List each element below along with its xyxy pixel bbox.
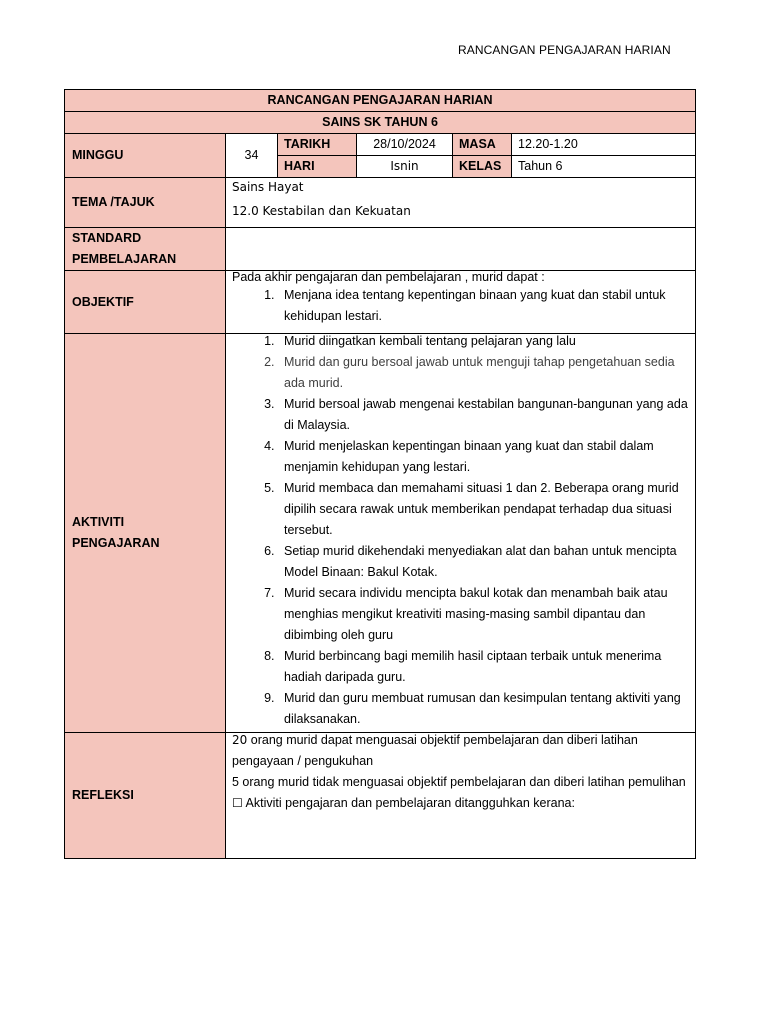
tema-row [65, 178, 696, 228]
list-item: 7. Murid secara individu mencipta bakul kotak dan menambah baik atau menghias mengikut kreativiti masing-masing sambil dipantau dan dibimbing oleh guru [278, 583, 689, 646]
standard-value [226, 228, 696, 271]
objektif-label: OBJEKTIF [65, 271, 226, 334]
kelas-value: Tahun 6 [512, 156, 696, 178]
list-item: 2. Murid dan guru bersoal jawab untuk menguji tahap pengetahuan sedia ada murid. [278, 352, 689, 394]
masa-label: MASA [453, 134, 512, 156]
aktiviti-list [232, 331, 689, 730]
refleksi-line-1 [232, 730, 689, 772]
tema-value [226, 178, 696, 228]
lesson-plan-table [64, 89, 696, 859]
page-header-title: RANCANGAN PENGAJARAN HARIAN [458, 43, 671, 57]
list-item: 5. Murid membaca dan memahami situasi 1 dan 2. Beberapa orang murid dipilih secara rawak untuk memberikan pendapat terhadap dua situasi tersebut. [278, 478, 689, 541]
hari-value: Isnin [357, 156, 453, 178]
aktiviti-label-line-1: AKTIVITI [72, 515, 125, 529]
list-item: 9. Murid dan guru membuat rumusan dan kesimpulan tentang aktiviti yang dilaksanakan. [278, 688, 689, 730]
standard-label-line-2: PEMBELAJARAN [72, 252, 177, 266]
refleksi-count: 20 [232, 733, 248, 747]
standard-label [65, 228, 226, 271]
list-item: 3. Murid bersoal jawab mengenai kestabilan bangunan-bangunan yang ada di Malaysia. [278, 394, 689, 436]
list-item: 1. Menjana idea tentang kepentingan binaan yang kuat dan stabil untuk kehidupan lestari. [278, 285, 689, 327]
table-subtitle: SAINS SK TAHUN 6 [65, 112, 696, 134]
table-title-row [65, 90, 696, 112]
refleksi-row [65, 733, 696, 859]
objektif-list [232, 285, 689, 327]
refleksi-line-3-text: Aktiviti pengajaran dan pembelajaran ditangguhkan kerana: [242, 796, 575, 810]
tema-line-2: 12.0 Kestabilan dan Kekuatan [232, 204, 411, 218]
refleksi-content [226, 733, 696, 859]
standard-row [65, 228, 696, 271]
minggu-row [65, 134, 696, 156]
aktiviti-row [65, 334, 696, 733]
refleksi-line-2: 5 orang murid tidak menguasai objektif pembelajaran dan diberi latihan pemulihan [232, 775, 686, 789]
standard-label-line-1: STANDARD [72, 231, 142, 245]
aktiviti-label [65, 334, 226, 733]
list-item: 8. Murid berbincang bagi memilih hasil ciptaan terbaik untuk menerima hadiah daripada guru. [278, 646, 689, 688]
tarikh-value: 28/10/2024 [357, 134, 453, 156]
minggu-label: MINGGU [65, 134, 226, 178]
refleksi-label: REFLEKSI [65, 733, 226, 859]
table-subtitle-row [65, 112, 696, 134]
objektif-row [65, 271, 696, 334]
aktiviti-content [226, 334, 696, 733]
tema-label: TEMA /TAJUK [65, 178, 226, 228]
list-item: 6. Setiap murid dikehendaki menyediakan alat dan bahan untuk mencipta Model Binaan: Bakul Kotak. [278, 541, 689, 583]
kelas-label: KELAS [453, 156, 512, 178]
aktiviti-label-line-2: PENGAJARAN [72, 536, 160, 550]
tema-line-1: Sains Hayat [232, 180, 304, 194]
hari-label: HARI [278, 156, 357, 178]
refleksi-line-3 [232, 793, 689, 814]
list-item: 1. Murid diingatkan kembali tentang pelajaran yang lalu [278, 331, 689, 352]
tarikh-label: TARIKH [278, 134, 357, 156]
minggu-value: 34 [226, 134, 278, 178]
table-title: RANCANGAN PENGAJARAN HARIAN [65, 90, 696, 112]
refleksi-line-1-text: orang murid dapat menguasai objektif pembelajaran dan diberi latihan pengayaan / pengukuhan [232, 733, 638, 768]
checkbox-icon[interactable]: ☐ [232, 796, 243, 810]
objektif-content [226, 271, 696, 334]
list-item: 4. Murid menjelaskan kepentingan binaan yang kuat dan stabil dalam menjamin kehidupan yang lestari. [278, 436, 689, 478]
objektif-intro: Pada akhir pengajaran dan pembelajaran , murid dapat : [232, 270, 545, 284]
masa-value: 12.20-1.20 [512, 134, 696, 156]
